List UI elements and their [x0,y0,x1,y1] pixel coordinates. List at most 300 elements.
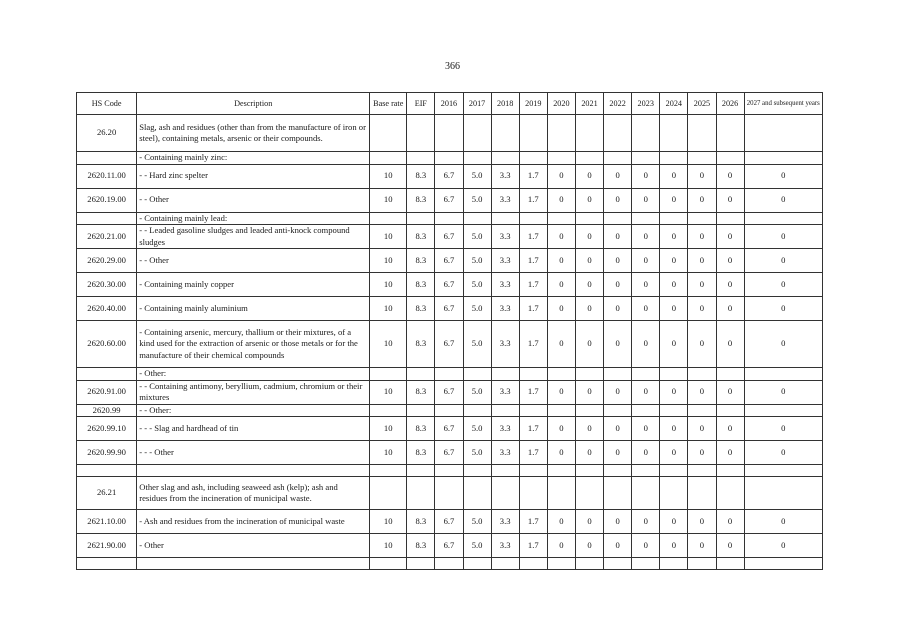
rate-cell [370,115,407,152]
rate-cell: 8.3 [407,510,435,534]
rate-cell: 0 [688,380,716,404]
rate-cell [370,558,407,570]
rate-cell [716,465,744,477]
rate-cell [660,212,688,225]
rate-cell: 10 [370,249,407,273]
rate-cell: 0 [660,321,688,368]
rate-cell: 0 [575,273,603,297]
rate-cell [519,212,547,225]
rate-cell: 0 [604,417,632,441]
rate-cell [547,404,575,417]
rate-cell: 0 [632,297,660,321]
rate-cell: 5.0 [463,321,491,368]
rate-cell [632,368,660,381]
rate-cell: 3.3 [491,164,519,188]
header-year: 2018 [491,93,519,115]
rate-cell: 0 [604,534,632,558]
rate-cell [604,115,632,152]
hs-code-cell: 2620.30.00 [77,273,137,297]
rate-cell: 0 [660,510,688,534]
rate-cell [604,212,632,225]
rate-cell: 3.3 [491,249,519,273]
rate-cell: 10 [370,417,407,441]
header-year: 2026 [716,93,744,115]
hs-code-cell [77,558,137,570]
rate-cell: 0 [716,510,744,534]
rate-cell: 10 [370,273,407,297]
table-row [77,380,823,404]
rate-cell: 1.7 [519,273,547,297]
rate-cell: 6.7 [435,417,463,441]
rate-cell: 6.7 [435,321,463,368]
rate-cell [491,477,519,510]
rate-cell [688,115,716,152]
rate-cell [604,404,632,417]
rate-cell: 0 [575,534,603,558]
rate-cell: 8.3 [407,297,435,321]
description-cell: - Containing mainly copper [137,273,370,297]
description-cell: Slag, ash and residues (other than from the manufacture of iron or steel), containing metals, arsenic or their compounds. [137,115,370,152]
table-row [77,321,823,368]
description-cell: - Containing mainly aluminium [137,297,370,321]
rate-cell: 6.7 [435,441,463,465]
rate-cell: 0 [660,297,688,321]
rate-cell: 1.7 [519,534,547,558]
rate-cell: 10 [370,441,407,465]
rate-cell: 0 [688,164,716,188]
description-cell: - - Leaded gasoline sludges and leaded anti-knock compound sludges [137,225,370,249]
hs-code-cell: 2620.11.00 [77,164,137,188]
rate-cell: 0 [744,510,822,534]
rate-cell: 8.3 [407,273,435,297]
rate-cell: 0 [660,534,688,558]
rate-cell: 0 [575,249,603,273]
rate-cell: 0 [632,417,660,441]
rate-cell [491,212,519,225]
rate-cell: 0 [744,188,822,212]
rate-cell: 0 [575,380,603,404]
rate-cell [604,558,632,570]
rate-cell [435,212,463,225]
rate-cell [604,368,632,381]
rate-cell: 0 [632,321,660,368]
rate-cell [463,368,491,381]
table-row [77,404,823,417]
table-row [77,152,823,165]
rate-cell [435,368,463,381]
header-year: 2021 [575,93,603,115]
table-row [77,368,823,381]
rate-cell [716,558,744,570]
rate-cell: 6.7 [435,534,463,558]
rate-cell: 8.3 [407,321,435,368]
rate-cell: 0 [604,321,632,368]
rate-cell: 0 [688,417,716,441]
rate-cell: 6.7 [435,249,463,273]
header-year: 2019 [519,93,547,115]
rate-cell: 0 [604,225,632,249]
rate-cell: 0 [660,225,688,249]
rate-cell: 0 [744,441,822,465]
rate-cell [604,465,632,477]
description-cell: - - Containing antimony, beryllium, cadmium, chromium or their mixtures [137,380,370,404]
rate-cell: 3.3 [491,321,519,368]
header-year: 2025 [688,93,716,115]
rate-cell: 0 [604,297,632,321]
rate-cell: 8.3 [407,417,435,441]
rate-cell: 6.7 [435,510,463,534]
rate-cell [463,558,491,570]
rate-cell: 0 [632,188,660,212]
rate-cell: 3.3 [491,188,519,212]
rate-cell: 0 [632,249,660,273]
rate-cell [491,115,519,152]
rate-cell: 6.7 [435,225,463,249]
description-cell: - Containing mainly zinc: [137,152,370,165]
rate-cell: 5.0 [463,510,491,534]
description-cell: - Other: [137,368,370,381]
description-cell [137,465,370,477]
header-year: 2016 [435,93,463,115]
rate-cell: 1.7 [519,441,547,465]
header-hs-code: HS Code [77,93,137,115]
header-description: Description [137,93,370,115]
rate-cell: 0 [688,249,716,273]
rate-cell [547,212,575,225]
description-cell: - - - Other [137,441,370,465]
rate-cell [744,212,822,225]
rate-cell: 10 [370,321,407,368]
rate-cell [660,404,688,417]
rate-cell [660,477,688,510]
rate-cell [744,558,822,570]
rate-cell: 10 [370,225,407,249]
rate-cell: 0 [716,225,744,249]
rate-cell: 0 [716,164,744,188]
rate-cell: 0 [575,441,603,465]
header-year: 2024 [660,93,688,115]
table-row [77,417,823,441]
rate-cell: 3.3 [491,380,519,404]
rate-cell [463,115,491,152]
rate-cell: 0 [660,441,688,465]
rate-cell [632,558,660,570]
rate-cell [632,152,660,165]
rate-cell [407,404,435,417]
rate-cell: 0 [716,249,744,273]
rate-cell: 5.0 [463,380,491,404]
rate-cell [575,212,603,225]
rate-cell: 10 [370,534,407,558]
rate-cell [744,465,822,477]
rate-cell: 1.7 [519,225,547,249]
rate-cell [660,368,688,381]
hs-code-cell: 2620.21.00 [77,225,137,249]
table-row [77,534,823,558]
rate-cell [716,115,744,152]
rate-cell: 5.0 [463,441,491,465]
description-cell: - - Other [137,249,370,273]
rate-cell: 0 [744,297,822,321]
rate-cell [660,558,688,570]
rate-cell [547,477,575,510]
rate-cell [744,477,822,510]
rate-cell: 0 [716,441,744,465]
header-subsequent-years: 2027 and subsequent years [744,93,822,115]
rate-cell [744,368,822,381]
rate-cell: 5.0 [463,534,491,558]
page-number: 366 [445,61,460,72]
description-cell: - Ash and residues from the incineration of municipal waste [137,510,370,534]
rate-cell: 0 [547,164,575,188]
rate-cell [519,404,547,417]
rate-cell [407,477,435,510]
table-row [77,249,823,273]
rate-cell: 0 [547,249,575,273]
rate-cell [491,404,519,417]
table-row [77,225,823,249]
rate-cell: 6.7 [435,380,463,404]
rate-cell [491,368,519,381]
rate-cell: 0 [547,441,575,465]
rate-cell: 0 [716,273,744,297]
rate-cell: 10 [370,297,407,321]
rate-cell [435,115,463,152]
rate-cell: 0 [604,188,632,212]
rate-cell: 0 [744,321,822,368]
header-year: 2023 [632,93,660,115]
description-cell: - - - Slag and hardhead of tin [137,417,370,441]
rate-cell [463,465,491,477]
rate-cell [575,465,603,477]
rate-cell: 10 [370,188,407,212]
rate-cell: 10 [370,380,407,404]
rate-cell: 0 [660,188,688,212]
rate-cell: 0 [547,321,575,368]
rate-cell: 0 [604,441,632,465]
hs-code-cell: 2620.29.00 [77,249,137,273]
hs-code-cell [77,212,137,225]
table-row [77,273,823,297]
description-cell: - Other [137,534,370,558]
rate-cell: 3.3 [491,417,519,441]
rate-cell [370,477,407,510]
rate-cell: 0 [547,417,575,441]
hs-code-cell: 2620.99 [77,404,137,417]
rate-cell [407,152,435,165]
rate-cell [547,368,575,381]
rate-cell: 5.0 [463,297,491,321]
rate-cell: 0 [688,225,716,249]
rate-cell: 0 [716,297,744,321]
rate-cell [716,477,744,510]
description-cell: Other slag and ash, including seaweed ash (kelp); ash and residues from the incineration of municipal waste. [137,477,370,510]
rate-cell [575,404,603,417]
rate-cell: 1.7 [519,417,547,441]
rate-cell [632,477,660,510]
rate-cell [547,152,575,165]
table-row [77,510,823,534]
rate-cell [575,152,603,165]
rate-cell [463,477,491,510]
rate-cell [519,115,547,152]
rate-cell [435,404,463,417]
rate-cell: 8.3 [407,534,435,558]
table-row [77,558,823,570]
rate-cell: 5.0 [463,249,491,273]
rate-cell [547,465,575,477]
rate-cell [491,558,519,570]
rate-cell: 3.3 [491,273,519,297]
rate-cell [407,115,435,152]
rate-cell: 0 [632,510,660,534]
rate-cell: 5.0 [463,273,491,297]
rate-cell: 0 [688,321,716,368]
rate-cell [660,465,688,477]
rate-cell: 0 [632,534,660,558]
rate-cell: 0 [575,297,603,321]
rate-cell [519,477,547,510]
hs-code-cell: 26.21 [77,477,137,510]
rate-cell [604,477,632,510]
rate-cell: 5.0 [463,188,491,212]
table-row [77,465,823,477]
rate-cell: 0 [744,225,822,249]
rate-cell [716,152,744,165]
rate-cell [370,152,407,165]
rate-cell [519,465,547,477]
rate-cell: 0 [632,441,660,465]
rate-cell [688,368,716,381]
rate-cell: 0 [604,380,632,404]
hs-code-cell: 2620.60.00 [77,321,137,368]
rate-cell: 0 [716,417,744,441]
rate-cell [660,115,688,152]
rate-cell: 0 [632,225,660,249]
header-row [77,93,823,115]
rate-cell: 0 [688,441,716,465]
rate-cell [435,558,463,570]
rate-cell: 0 [660,164,688,188]
description-cell: - Containing arsenic, mercury, thallium or their mixtures, of a kind used for the extraction of arsenic or those metals or for the manufacture of their chemical compounds [137,321,370,368]
rate-cell: 0 [604,164,632,188]
hs-code-cell: 2620.91.00 [77,380,137,404]
rate-cell [575,368,603,381]
rate-cell: 8.3 [407,441,435,465]
rate-cell: 5.0 [463,417,491,441]
hs-code-cell: 26.20 [77,115,137,152]
rate-cell [435,477,463,510]
rate-cell: 0 [716,534,744,558]
rate-cell: 1.7 [519,321,547,368]
rate-cell: 0 [604,273,632,297]
hs-code-cell: 2620.99.90 [77,441,137,465]
header-year: 2022 [604,93,632,115]
rate-cell [688,477,716,510]
rate-cell: 0 [716,380,744,404]
rate-cell: 1.7 [519,188,547,212]
header-eif: EIF [407,93,435,115]
rate-cell: 0 [744,273,822,297]
rate-cell: 10 [370,510,407,534]
rate-cell [716,368,744,381]
description-cell: - - Other: [137,404,370,417]
rate-cell: 0 [660,273,688,297]
rate-cell [744,152,822,165]
rate-cell [435,465,463,477]
rate-cell [688,558,716,570]
table-row [77,188,823,212]
description-cell: - Containing mainly lead: [137,212,370,225]
rate-cell [632,115,660,152]
rate-cell [604,152,632,165]
rate-cell: 1.7 [519,380,547,404]
hs-code-cell [77,465,137,477]
rate-cell: 0 [632,164,660,188]
rate-cell: 0 [688,510,716,534]
rate-cell: 0 [575,321,603,368]
rate-cell: 1.7 [519,510,547,534]
rate-cell: 0 [575,510,603,534]
rate-cell: 10 [370,164,407,188]
rate-cell: 0 [575,417,603,441]
rate-cell: 0 [632,380,660,404]
rate-cell: 0 [660,249,688,273]
rate-cell: 0 [744,164,822,188]
rate-cell: 0 [744,249,822,273]
rate-cell [407,465,435,477]
rate-cell [370,465,407,477]
rate-cell [632,212,660,225]
rate-cell [575,477,603,510]
rate-cell: 0 [716,188,744,212]
rate-cell: 0 [547,380,575,404]
rate-cell [370,212,407,225]
rate-cell: 0 [688,297,716,321]
rate-cell [463,404,491,417]
rate-cell: 0 [688,188,716,212]
rate-cell [688,152,716,165]
rate-cell: 8.3 [407,225,435,249]
hs-code-cell: 2621.90.00 [77,534,137,558]
rate-cell [716,404,744,417]
rate-cell: 0 [604,510,632,534]
rate-cell [632,465,660,477]
header-year: 2020 [547,93,575,115]
rate-cell: 0 [716,321,744,368]
rate-cell: 1.7 [519,249,547,273]
rate-cell: 6.7 [435,297,463,321]
rate-cell: 3.3 [491,441,519,465]
rate-cell: 8.3 [407,249,435,273]
rate-cell: 0 [547,297,575,321]
rate-cell: 5.0 [463,164,491,188]
rate-cell [407,212,435,225]
rate-cell [519,368,547,381]
rate-cell: 0 [632,273,660,297]
rate-cell: 3.3 [491,297,519,321]
rate-cell [688,465,716,477]
rate-cell: 3.3 [491,225,519,249]
rate-cell [491,465,519,477]
rate-cell: 0 [604,249,632,273]
rate-cell [632,404,660,417]
header-year: 2017 [463,93,491,115]
rate-cell: 0 [575,188,603,212]
table-row [77,297,823,321]
rate-cell: 1.7 [519,297,547,321]
rate-cell [519,558,547,570]
